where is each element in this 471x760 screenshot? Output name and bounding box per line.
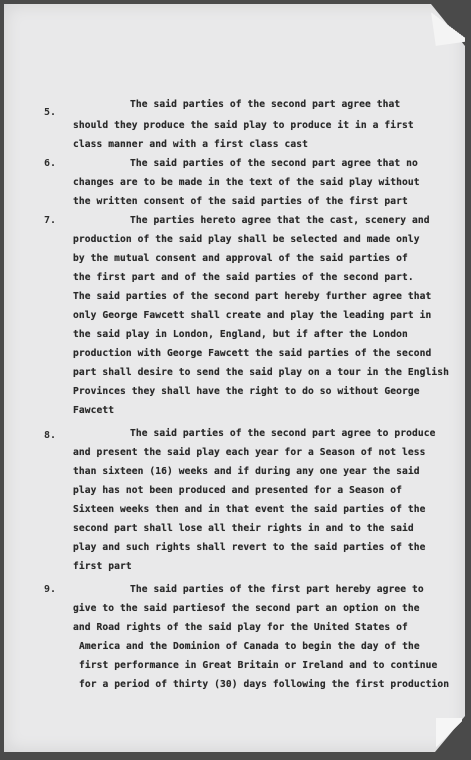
clause-line: play and such rights shall revert to the said parties of the [73,542,426,553]
clause-number: 9. [44,584,57,595]
clause-line: the said play in London, England, but if after the London [73,329,408,340]
clause-line: for a period of thirty (30) days following the first production [79,679,450,690]
clause-line: play has not been produced and presented for a Season of [73,485,403,496]
clause-number: 6. [44,158,57,169]
clause-line: America and the Dominion of Canada to begin the day of the [79,641,420,652]
clause-line: The said parties of the second part agree that no [130,158,418,169]
clause-line: The said parties of the second part agree to produce [130,428,436,439]
clause-line: The said parties of the second part agree that [130,99,401,110]
clause-number: 5. [44,107,57,118]
clause-line: Provinces they shall have the right to do so without George [73,386,420,397]
clause-line: and Road rights of the said play for the United States of [73,622,408,633]
clause-line: Fawcett [73,405,115,416]
clause-line: second part shall lose all their rights in and to the said [73,523,414,534]
clause-line: production with George Fawcett the said parties of the second [73,348,432,359]
clause-line: The said parties of the second part hereby further agree that [73,291,432,302]
clause-number: 7. [44,215,57,226]
clause-line: first part [73,561,132,572]
clause-line: should they produce the said play to produce it in a first [73,120,414,131]
clause-number: 8. [44,430,57,441]
folded-corner-flap-bottom [436,718,462,750]
clause-line: The parties hereto agree that the cast, scenery and [130,215,430,226]
clause-line: class manner and with a first class cast [73,139,309,150]
clause-line: only George Fawcett shall create and play the leading part in [73,310,432,321]
clause-line: The said parties of the first part hereby agree to [130,584,424,595]
clause-line: changes are to be made in the text of the said play without [73,177,420,188]
clause-line: production of the said play shall be selected and made only [73,234,420,245]
clause-line: than sixteen (16) weeks and if during any one year the said [73,466,420,477]
clause-line: by the mutual consent and approval of the said parties of [73,253,408,264]
clause-line: the first part and of the said parties of the second part. [73,272,414,283]
clause-line: give to the said partiesof the second part an option on the [73,603,420,614]
document-page [4,4,465,752]
clause-line: part shall desire to send the said play on a tour in the English [73,367,450,378]
clause-line: first performance in Great Britain or Ireland and to continue [79,660,438,671]
clause-line: the written consent of the said parties of the first part [73,196,408,207]
folded-corner-flap-top [431,4,465,46]
clause-line: and present the said play each year for a Season of not less [73,447,426,458]
clause-line: Sixteen weeks then and in that event the said parties of the [73,504,426,515]
